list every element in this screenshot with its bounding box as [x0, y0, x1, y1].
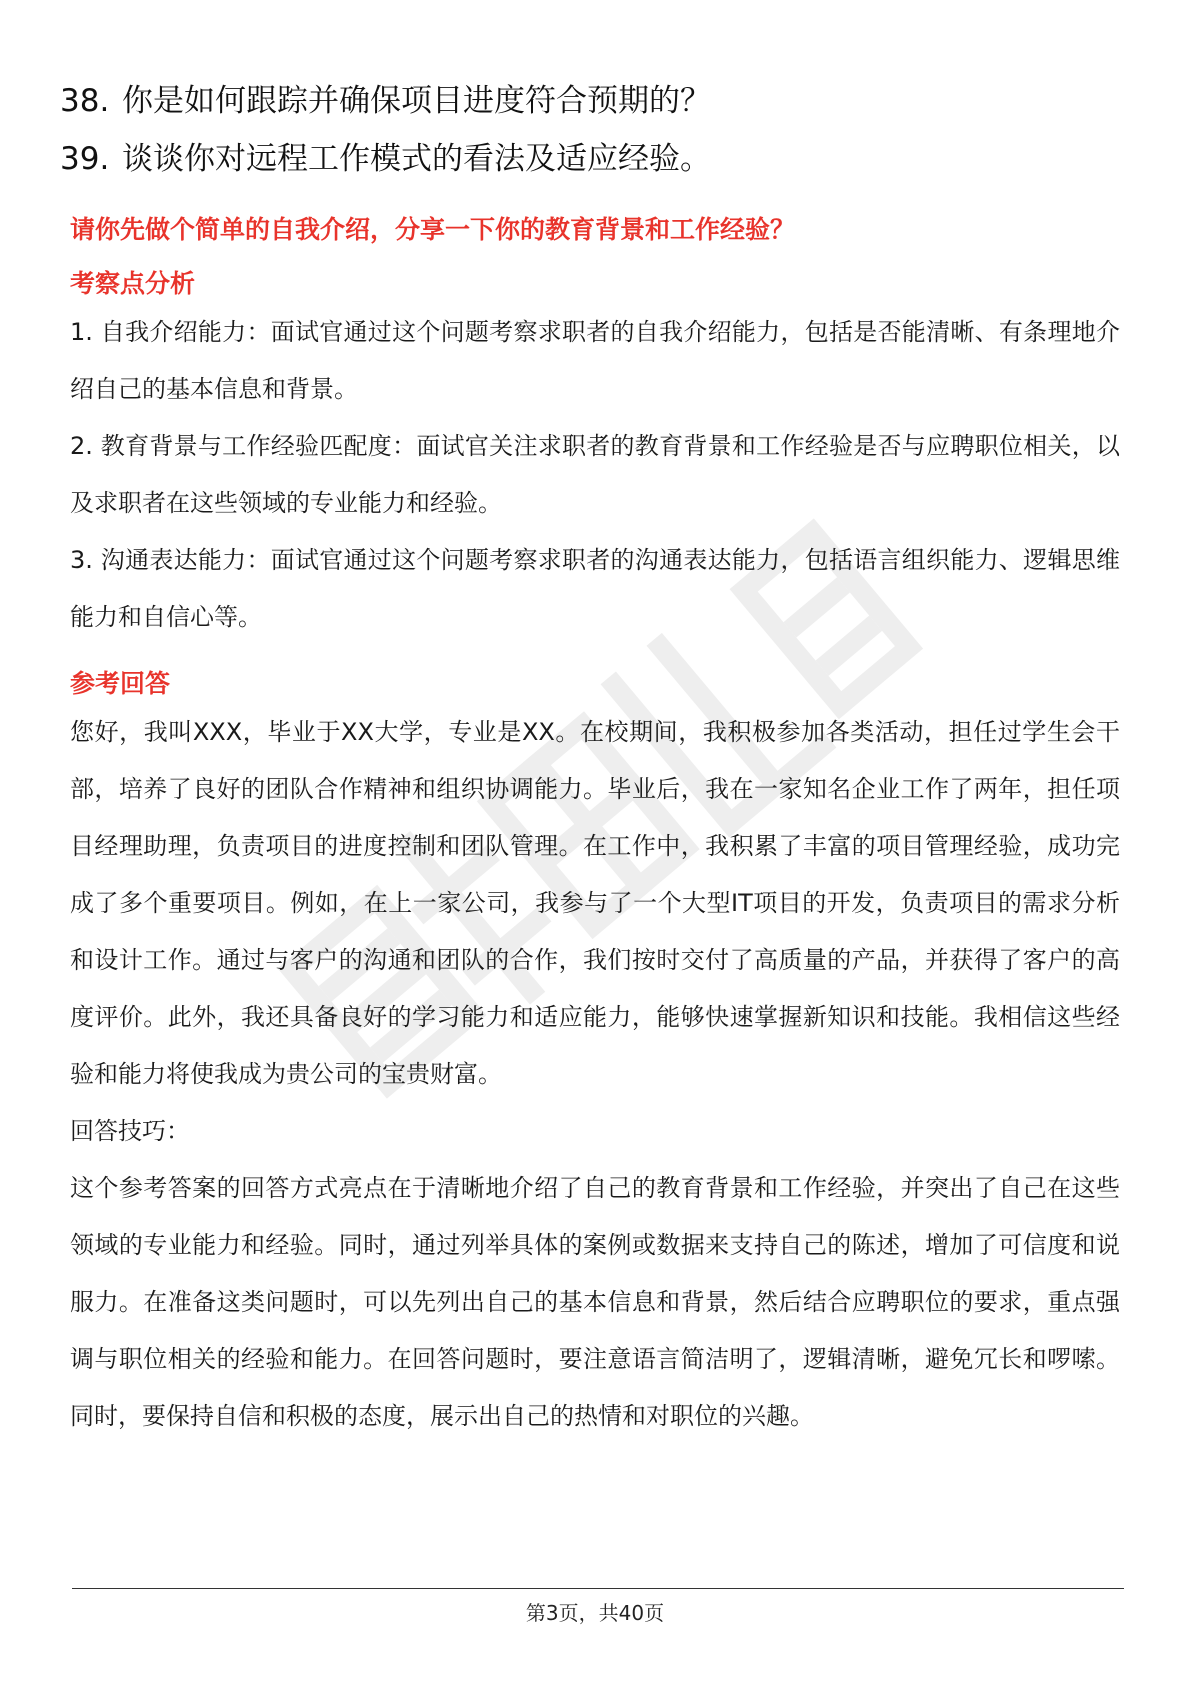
question-list-item: [60, 130, 1120, 188]
item-number: 39.: [60, 141, 110, 177]
answer-tips-text: 这个参考答案的回答方式亮点在于清晰地介绍了自己的教育背景和工作经验，并突出了自己在这些领域的专业能力和经验。同时，通过列举具体的案例或数据来支持自己的陈述，增加了可信度和说服力。在准备这类问题时，可以先列出自己的基本信息和背景，然后结合应聘职位的要求，重点强调与职位相关的经验和能力。在回答问题时，要注意语言简洁明了，逻辑清晰，避免冗长和啰嗦。同时，要保持自信和积极的态度，展示出自己的热情和对职位的兴趣。: [70, 1174, 1120, 1430]
page-number: 第3页，共40页: [525, 1601, 665, 1625]
content-area: [60, 72, 1120, 1445]
answer-tips-label: 回答技巧：: [70, 1117, 190, 1145]
item-number: 38.: [60, 83, 110, 119]
reference-answer-text: 您好，我叫XXX，毕业于XX大学，专业是XX。在校期间，我积极参加各类活动，担任过学生会干部，培养了良好的团队合作精神和组织协调能力。毕业后，我在一家知名企业工作了两年，担任项目经理助理，负责项目的进度控制和团队管理。在工作中，我积累了丰富的项目管理经验，成功完成了多个重要项目。例如，在上一家公司，我参与了一个大型IT项目的开发，负责项目的需求分析和设计工作。通过与客户的沟通和团队的合作，我们按时交付了高质量的产品，并获得了客户的高度评价。此外，我还具备良好的学习能力和适应能力，能够快速掌握新知识和技能。我相信这些经验和能力将使我成为贵公司的宝贵财富。: [70, 718, 1120, 1088]
analysis-heading: 考察点分析: [70, 269, 196, 298]
interview-question-heading: 请你先做个简单的自我介绍，分享一下你的教育背景和工作经验？: [70, 215, 796, 244]
item-text: 你是如何跟踪并确保项目进度符合预期的？: [122, 83, 711, 119]
analysis-point: 2. 教育背景与工作经验匹配度：面试官关注求职者的教育背景和工作经验是否与应聘职位相关，以及求职者在这些领域的专业能力和经验。: [70, 432, 1120, 517]
footer-divider: [72, 1588, 1124, 1589]
analysis-point: 3. 沟通表达能力：面试官通过这个问题考察求职者的沟通表达能力，包括语言组织能力、逻辑思维能力和自信心等。: [70, 546, 1120, 631]
reference-answer-heading: 参考回答: [70, 669, 171, 698]
question-list-item: [60, 72, 1120, 130]
item-text: 谈谈你对远程工作模式的看法及适应经验。: [122, 141, 711, 177]
analysis-point: 1. 自我介绍能力：面试官通过这个问题考察求职者的自我介绍能力，包括是否能清晰、有条理地介绍自己的基本信息和背景。: [70, 318, 1120, 403]
